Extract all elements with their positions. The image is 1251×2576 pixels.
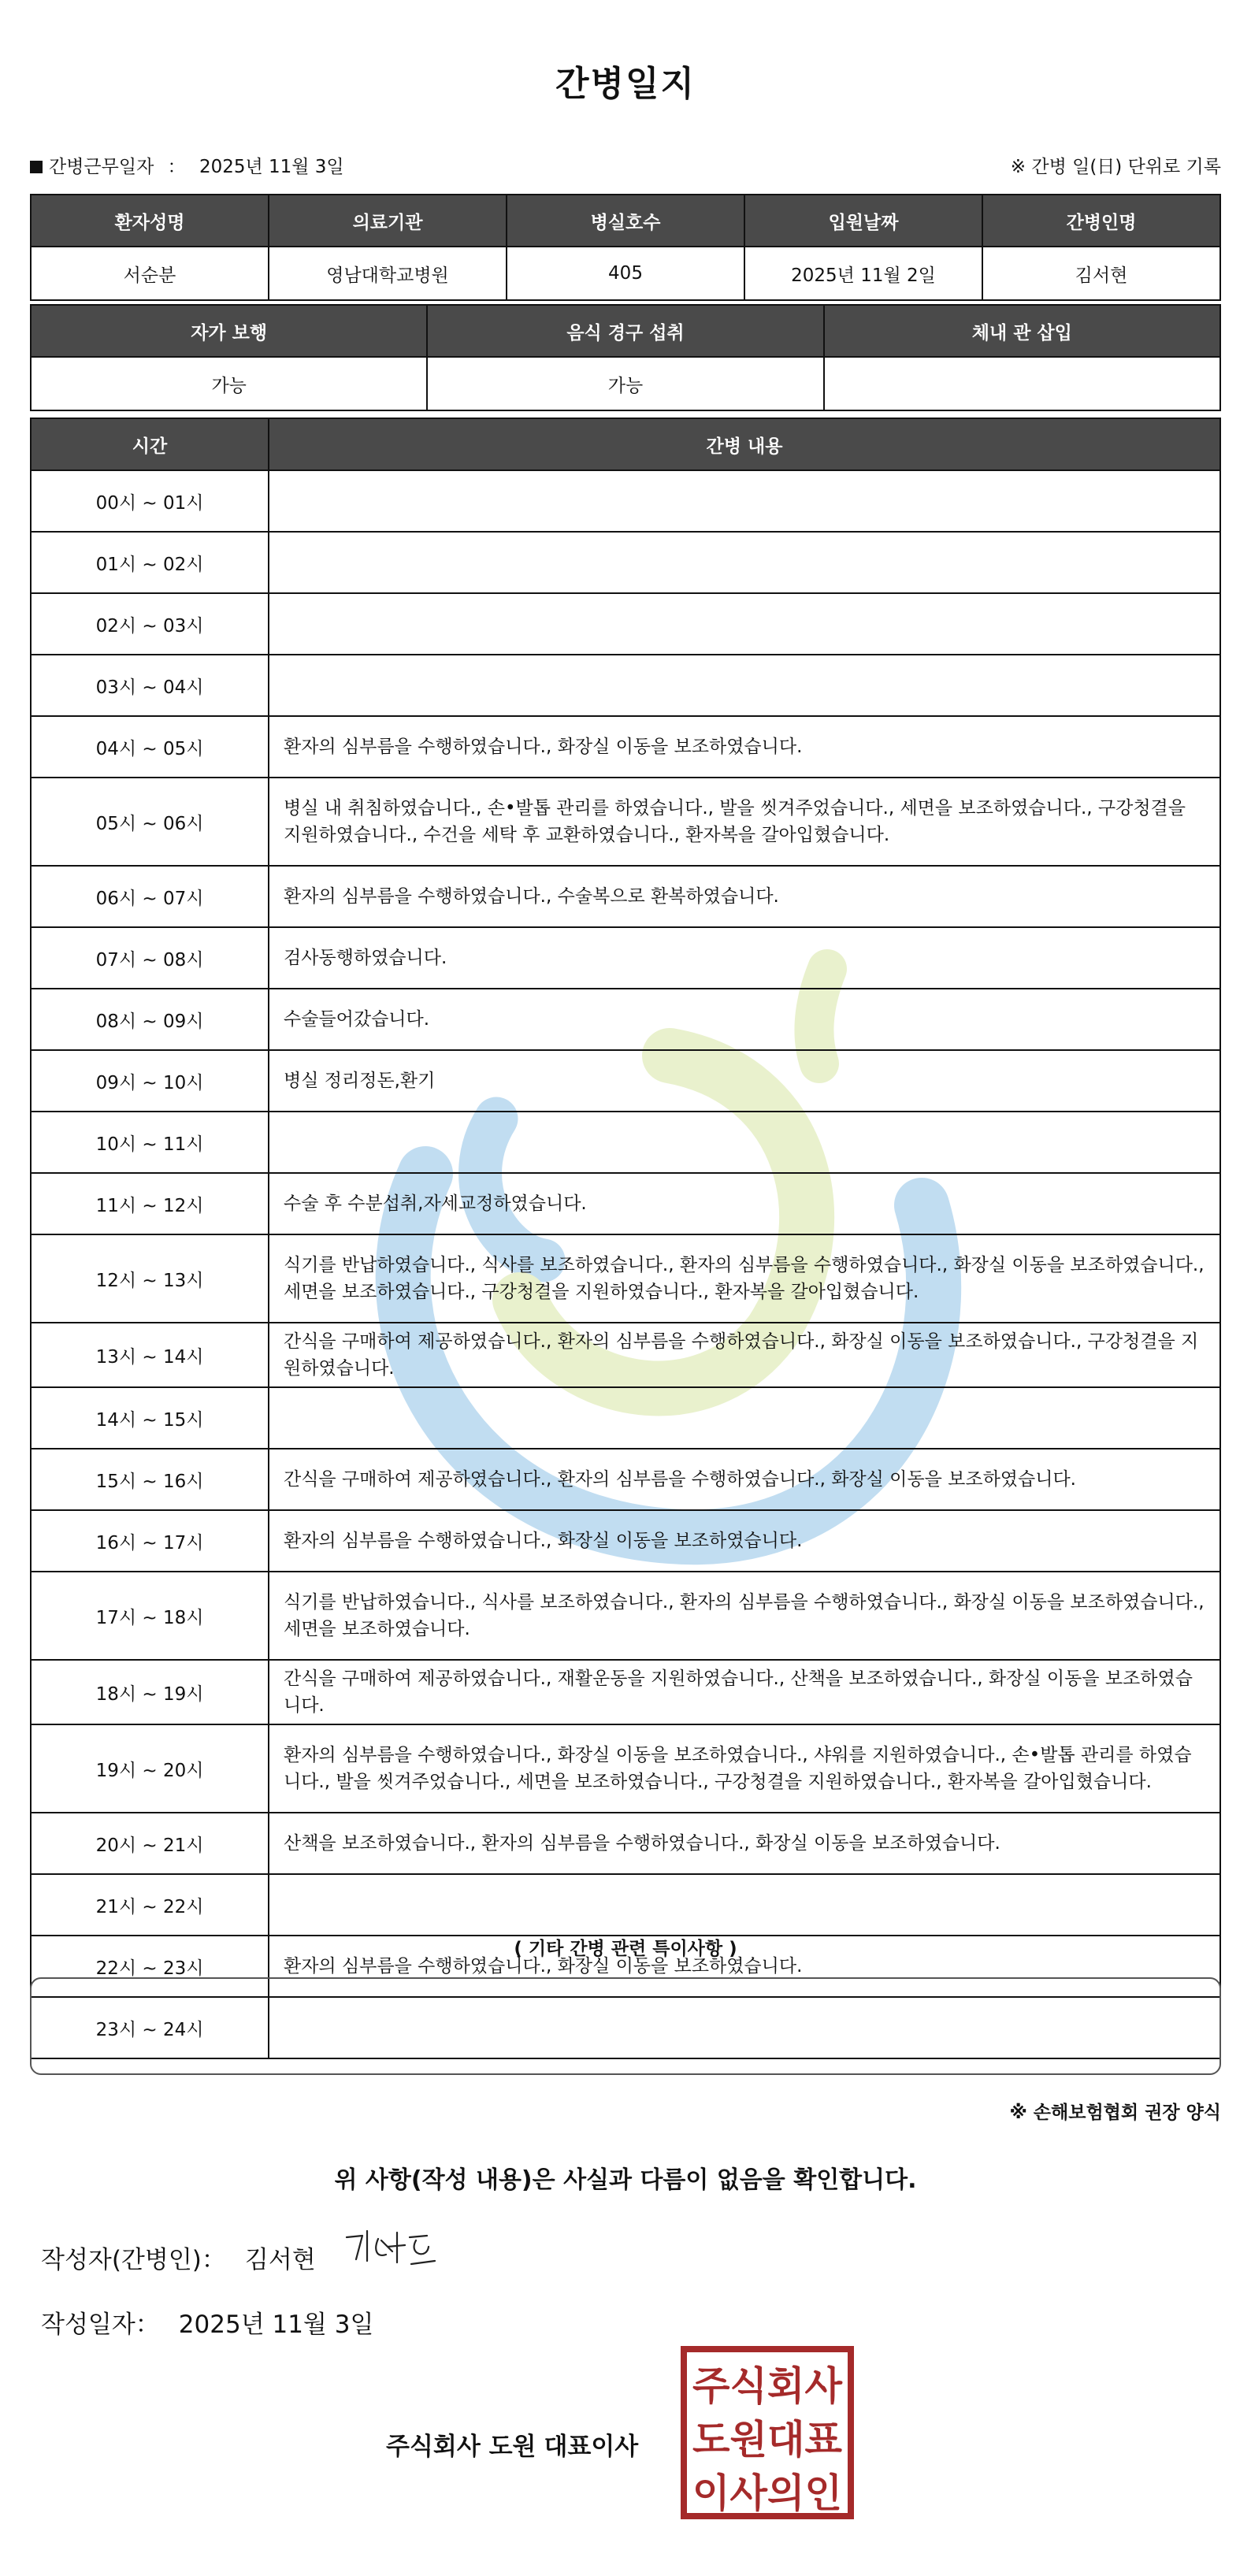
log-content: 환자의 심부름을 수행하였습니다., 화장실 이동을 보조하였습니다., 샤워를 지원하였습니다., 손•발톱 관리를 하였습니다., 발을 씻겨주었습니다., 세면을 보조하였습니다., 구강청결을 지원하였습니다., 환자복을 갈아입혔습니다. bbox=[269, 1724, 1220, 1813]
log-content: 수술들어갔습니다. bbox=[269, 989, 1220, 1050]
log-content: 병실 정리정돈,환기 bbox=[269, 1050, 1220, 1112]
log-time: 04시 ~ 05시 bbox=[31, 716, 269, 778]
care-log-table bbox=[30, 418, 1221, 2059]
log-time: 18시 ~ 19시 bbox=[31, 1660, 269, 1724]
work-date-value: 2025년 11월 3일 bbox=[199, 157, 344, 177]
log-time: 02시 ~ 03시 bbox=[31, 593, 269, 655]
room-number: 405 bbox=[507, 247, 744, 300]
work-date-line bbox=[30, 152, 344, 178]
log-time: 06시 ~ 07시 bbox=[31, 866, 269, 927]
log-content: 간식을 구매하여 제공하였습니다., 환자의 심부름을 수행하였습니다., 화장실 이동을 보조하였습니다., 구강청결을 지원하였습니다. bbox=[269, 1323, 1220, 1387]
svg-text:도원대표: 도원대표 bbox=[692, 2417, 843, 2463]
log-content: 식기를 반납하였습니다., 식사를 보조하였습니다., 환자의 심부름을 수행하였습니다., 화장실 이동을 보조하였습니다., 세면을 보조하였습니다., 구강청결을 지원하였습니다., 환자복을 갈아입혔습니다. bbox=[269, 1234, 1220, 1323]
log-time: 20시 ~ 21시 bbox=[31, 1813, 269, 1874]
table-row bbox=[31, 1660, 1220, 1724]
log-time: 23시 ~ 24시 bbox=[31, 1997, 269, 2058]
company-seal bbox=[679, 2344, 856, 2521]
table-row bbox=[31, 593, 1220, 655]
log-content bbox=[269, 655, 1220, 716]
table-row bbox=[31, 1813, 1220, 1874]
patient-info-table bbox=[30, 194, 1221, 301]
self-walking-value: 가능 bbox=[31, 357, 427, 410]
log-time: 07시 ~ 08시 bbox=[31, 927, 269, 989]
table-row bbox=[31, 470, 1220, 532]
header-patient-name: 환자성명 bbox=[31, 195, 269, 247]
table-row bbox=[31, 927, 1220, 989]
table-row bbox=[31, 1572, 1220, 1660]
log-content: 간식을 구매하여 제공하였습니다., 재활운동을 지원하였습니다., 산책을 보조하였습니다., 화장실 이동을 보조하였습니다. bbox=[269, 1660, 1220, 1724]
log-time: 11시 ~ 12시 bbox=[31, 1173, 269, 1234]
log-content: 환자의 심부름을 수행하였습니다., 화장실 이동을 보조하였습니다. bbox=[269, 1936, 1220, 1997]
table-row bbox=[31, 655, 1220, 716]
log-content: 간식을 구매하여 제공하였습니다., 환자의 심부름을 수행하였습니다., 화장실 이동을 보조하였습니다. bbox=[269, 1449, 1220, 1510]
handwritten-signature bbox=[340, 2223, 443, 2278]
patient-name: 서순분 bbox=[31, 247, 269, 300]
table-row bbox=[31, 1449, 1220, 1510]
company-line bbox=[386, 2426, 638, 2462]
log-time: 03시 ~ 04시 bbox=[31, 655, 269, 716]
table-row bbox=[31, 1510, 1220, 1572]
table-row bbox=[31, 1323, 1220, 1387]
table-row bbox=[31, 716, 1220, 778]
write-date-label: 작성일자： bbox=[41, 2311, 160, 2339]
header-hospital: 의료기관 bbox=[269, 195, 507, 247]
unit-note: ※ 간병 일(日) 단위로 기록 bbox=[1010, 157, 1221, 177]
log-time: 10시 ~ 11시 bbox=[31, 1112, 269, 1173]
log-content bbox=[269, 1112, 1220, 1173]
table-row bbox=[31, 1234, 1220, 1323]
log-time: 13시 ~ 14시 bbox=[31, 1323, 269, 1387]
work-date-separator: ： bbox=[167, 157, 186, 177]
special-notes-box bbox=[30, 1977, 1221, 2075]
log-time: 05시 ~ 06시 bbox=[31, 778, 269, 866]
table-row bbox=[31, 1112, 1220, 1173]
log-content: 산책을 보조하였습니다., 환자의 심부름을 수행하였습니다., 화장실 이동을 보조하였습니다. bbox=[269, 1813, 1220, 1874]
svg-text:주식회사: 주식회사 bbox=[692, 2363, 843, 2409]
log-time: 14시 ~ 15시 bbox=[31, 1387, 269, 1449]
header-tube-insertion: 체내 관 삽입 bbox=[824, 305, 1220, 357]
tube-insertion-value bbox=[824, 357, 1220, 410]
header-caregiver-name: 간병인명 bbox=[982, 195, 1220, 247]
log-content: 검사동행하였습니다. bbox=[269, 927, 1220, 989]
log-time: 16시 ~ 17시 bbox=[31, 1510, 269, 1572]
table-row bbox=[31, 1724, 1220, 1813]
log-time: 22시 ~ 23시 bbox=[31, 1936, 269, 1997]
log-time: 09시 ~ 10시 bbox=[31, 1050, 269, 1112]
log-content: 환자의 심부름을 수행하였습니다., 수술복으로 환복하였습니다. bbox=[269, 866, 1220, 927]
log-time: 08시 ~ 09시 bbox=[31, 989, 269, 1050]
work-date-label: 간병근무일자 bbox=[49, 157, 154, 177]
log-time: 21시 ~ 22시 bbox=[31, 1874, 269, 1936]
log-content: 병실 내 취침하였습니다., 손•발톱 관리를 하였습니다., 발을 씻겨주었습니다., 세면을 보조하였습니다., 구강청결을 지원하였습니다., 수건을 세탁 후 교환하였습니다., 환자복을 갈아입혔습니다. bbox=[269, 778, 1220, 866]
log-content bbox=[269, 1387, 1220, 1449]
svg-text:이사의인: 이사의인 bbox=[692, 2470, 842, 2516]
header-time: 시간 bbox=[31, 418, 269, 470]
writer-line bbox=[41, 2240, 316, 2275]
write-date-line bbox=[41, 2304, 373, 2340]
log-content bbox=[269, 1874, 1220, 1936]
log-time: 19시 ~ 20시 bbox=[31, 1724, 269, 1813]
header-oral-intake: 음식 경구 섭취 bbox=[427, 305, 823, 357]
writer-label: 작성자(간병인)： bbox=[41, 2246, 226, 2274]
recommend-note: ※ 손해보험협회 권장 양식 bbox=[1009, 2103, 1221, 2123]
confirmation-statement: 위 사항(작성 내용)은 사실과 다름이 없음을 확인합니다. bbox=[334, 2166, 917, 2194]
document-title: 간병일지 bbox=[555, 64, 696, 104]
oral-intake-value: 가능 bbox=[427, 357, 823, 410]
write-date-value: 2025년 11월 3일 bbox=[178, 2311, 374, 2339]
log-content: 식기를 반납하였습니다., 식사를 보조하였습니다., 환자의 심부름을 수행하였습니다., 화장실 이동을 보조하였습니다., 세면을 보조하였습니다. bbox=[269, 1572, 1220, 1660]
table-row bbox=[31, 989, 1220, 1050]
log-content: 수술 후 수분섭취,자세교정하였습니다. bbox=[269, 1173, 1220, 1234]
log-content: 환자의 심부름을 수행하였습니다., 화장실 이동을 보조하였습니다. bbox=[269, 716, 1220, 778]
header-care-content: 간병 내용 bbox=[269, 418, 1220, 470]
header-admission-date: 입원날짜 bbox=[744, 195, 982, 247]
log-content bbox=[269, 470, 1220, 532]
square-bullet-icon bbox=[30, 161, 43, 173]
log-content bbox=[269, 593, 1220, 655]
log-time: 01시 ~ 02시 bbox=[31, 532, 269, 593]
admission-date: 2025년 11월 2일 bbox=[744, 247, 982, 300]
table-row bbox=[31, 532, 1220, 593]
patient-status-table bbox=[30, 304, 1221, 411]
log-content: 환자의 심부름을 수행하였습니다., 화장실 이동을 보조하였습니다. bbox=[269, 1510, 1220, 1572]
company-representative-title: 대표이사 bbox=[544, 2433, 639, 2461]
log-time: 12시 ~ 13시 bbox=[31, 1234, 269, 1323]
hospital-name: 영남대학교병원 bbox=[269, 247, 507, 300]
table-row bbox=[31, 1874, 1220, 1936]
caregiver-name: 김서현 bbox=[982, 247, 1220, 300]
log-content bbox=[269, 532, 1220, 593]
company-name: 주식회사 도원 bbox=[386, 2433, 536, 2461]
header-room-number: 병실호수 bbox=[507, 195, 744, 247]
log-time: 00시 ~ 01시 bbox=[31, 470, 269, 532]
writer-name: 김서현 bbox=[244, 2246, 316, 2274]
table-row bbox=[31, 1387, 1220, 1449]
table-row bbox=[31, 1050, 1220, 1112]
log-time: 15시 ~ 16시 bbox=[31, 1449, 269, 1510]
header-self-walking: 자가 보행 bbox=[31, 305, 427, 357]
care-log-rows bbox=[31, 470, 1220, 2058]
table-row bbox=[31, 1173, 1220, 1234]
table-row bbox=[31, 778, 1220, 866]
special-notes-title: ( 기타 간병 관련 특이사항 ) bbox=[514, 1939, 737, 1959]
log-time: 17시 ~ 18시 bbox=[31, 1572, 269, 1660]
table-row bbox=[31, 866, 1220, 927]
